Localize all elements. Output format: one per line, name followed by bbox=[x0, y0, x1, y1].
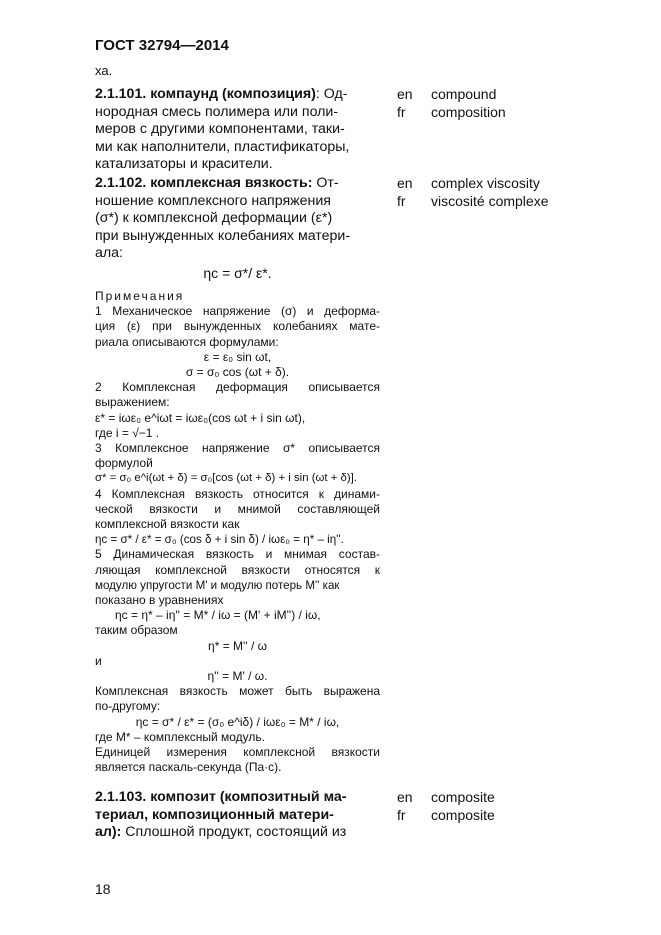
term-2-1-101: 2.1.101. компаунд (композиция): Од- нородная смесь полимера или поли- меров с другими компонентами, таки- ми как наполнители, пластификаторы, катализаторы и красители. bbox=[95, 86, 350, 172]
page-number: 18 bbox=[95, 881, 111, 897]
notes-block: Примечания 1 Механическое напряжение (σ) и деформа- ция (ε) при вынужденных колебаниях мате- риала описываются формулами: ε = ε₀ sin ωt, σ = σ₀ cos (ωt + δ). 2 Комплексная деформация описывается выражением: ε* = iωε₀ e^iωt = iωε₀(cos ωt + i sin ωt), где i = √−1 . 3 Комплексное напряжение σ* описывается формулой σ* = σ₀ e^i(ωt + δ) = σ₀[cos (ωt + δ) + i sin (ωt + δ)]. 4 Комплексная вязкость относится к динами- ческой вязкости и мнимой составляющей комплексной вязкости как ηc = σ* / ε* = σ₀ (cos δ + i sin δ) / iωε₀ = η* – iη''. 5 Динамическая вязкость и мнимая состав- ляющая комплексной вязкости относятся к модулю упругости M' и модулю потерь M'' как показано в уравнениях ηc = η* – iη'' = M* / iω = (M' + iM'') / iω, таким образом η* = M'' / ω и η'' = M' / ω. Комплексная вязкость может быть выражена по-другому: ηc = σ* / ε* = (σ₀ e^iδ) / iωε₀ = M* / iω, где M* – комплексный модуль. Единицей измерения комплексной вязкости является паскаль-секунда (Па·с). bbox=[95, 289, 380, 775]
notes-title: Примечания bbox=[95, 289, 185, 303]
term-number: 2.1.102. bbox=[95, 175, 147, 191]
term-2-1-103: 2.1.103. композит (композитный ма- териал, композиционный матери- ал): Сплошной продукт, состоящий из bbox=[95, 789, 347, 840]
translations-102: complex viscosity viscosité complexe bbox=[431, 175, 549, 209]
viscosity-formula: ηc = σ*/ ε*. bbox=[203, 265, 272, 281]
term-number: 2.1.101. bbox=[95, 86, 147, 102]
term-name: компаунд (композиция) bbox=[150, 86, 316, 102]
document-header: ГОСТ 32794—2014 bbox=[95, 37, 229, 54]
term-name: комплексная вязкость: bbox=[150, 175, 313, 191]
continuation-text: ха. bbox=[95, 63, 113, 78]
translations-103: composite composite bbox=[431, 789, 495, 823]
lang-codes-103: en fr bbox=[397, 789, 413, 823]
lang-codes-101: en fr bbox=[397, 86, 413, 120]
term-2-1-102: 2.1.102. комплексная вязкость: От- ношение комплексного напряжения (σ*) к комплексной деформации (ε*) при вынужденных колебаниях матери- ала: bbox=[95, 175, 351, 261]
term-number: 2.1.103. bbox=[95, 789, 147, 805]
lang-codes-102: en fr bbox=[397, 175, 413, 209]
term-name: композит (композитный ма- bbox=[150, 789, 347, 805]
translations-101: compound composition bbox=[431, 86, 506, 120]
